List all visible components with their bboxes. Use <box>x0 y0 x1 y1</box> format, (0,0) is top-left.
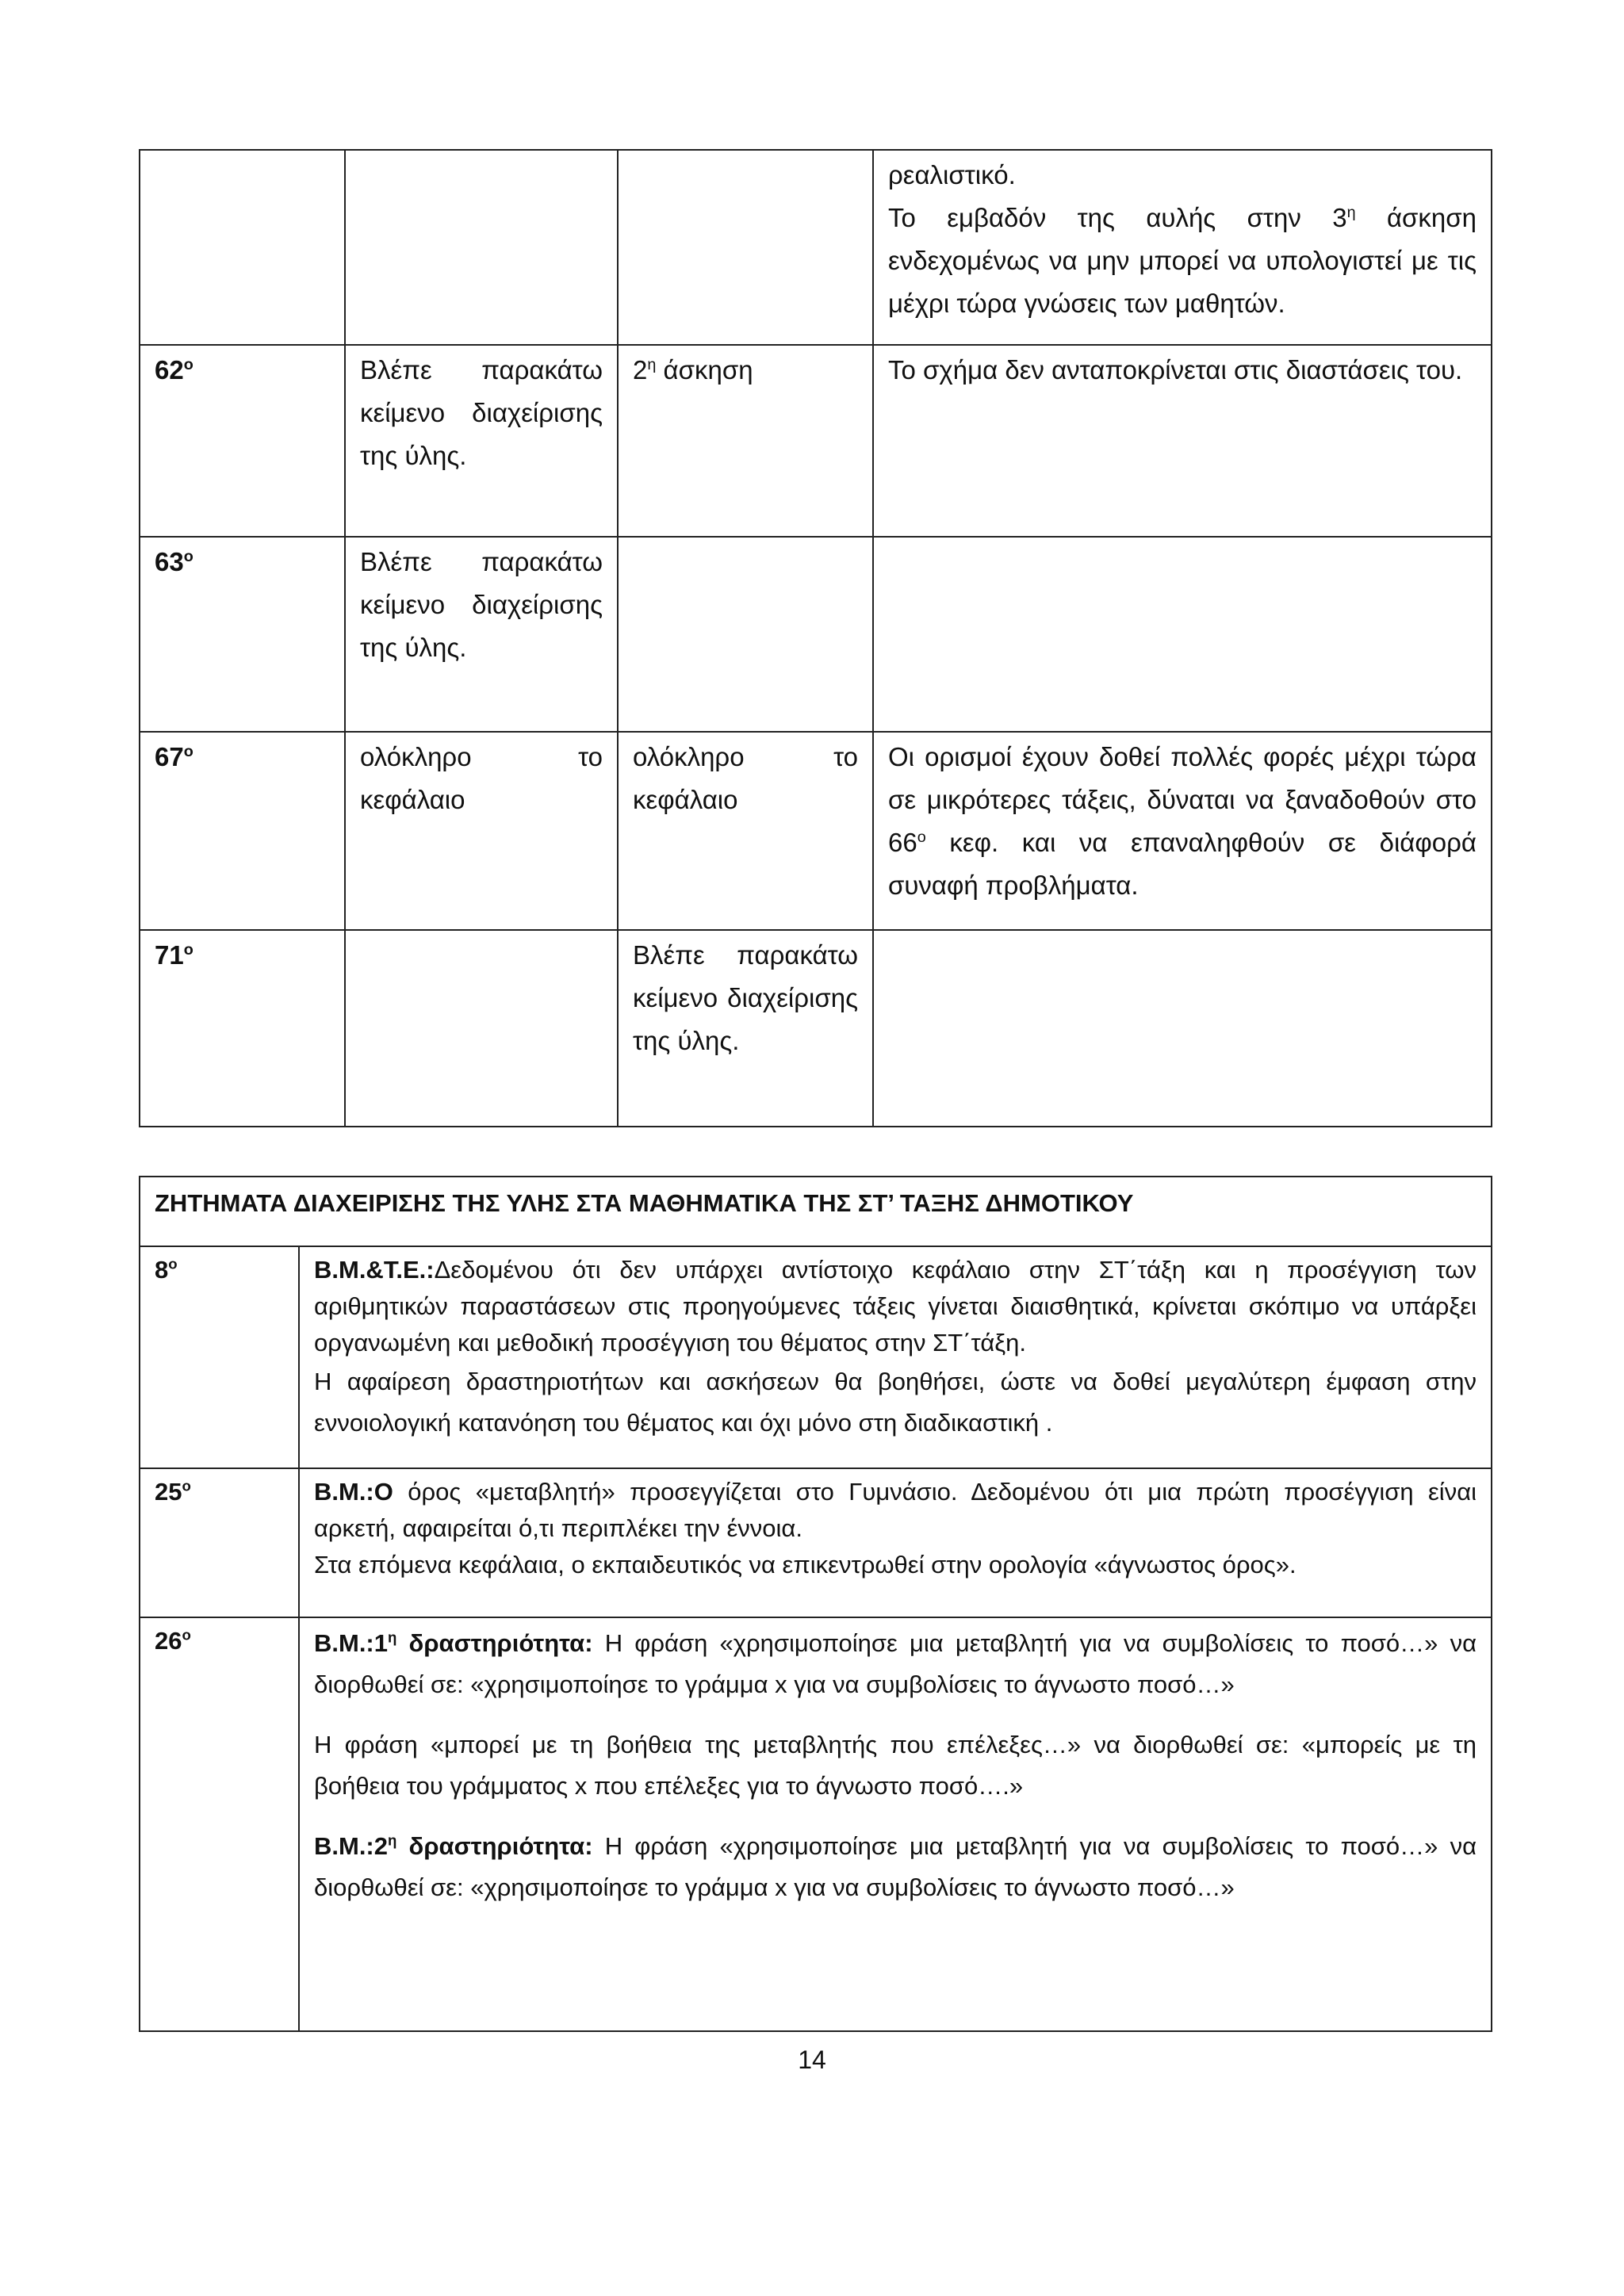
superscript: ο <box>183 548 193 565</box>
chapter-cell <box>140 345 345 537</box>
table-row <box>140 537 1492 732</box>
notes-cell <box>873 732 1492 930</box>
table-row <box>140 1617 1492 2031</box>
cell-text: Οι ορισμοί έχουν δοθεί πολλές φορές μέχρι τώρα σε μικρότερες τάξεις, δύναται να ξαναδοθούν στο 66 <box>888 742 1477 857</box>
cell-text: Η αφαίρεση δραστηριοτήτων και ασκήσεων θα βοηθήσει, ώστε να δοθεί μεγαλύτερη έμφαση στην εννοιολογική κατανόηση του θέματος και όχι μόνο στη διαδικαστική . <box>314 1368 1477 1437</box>
table-row <box>140 150 1492 345</box>
page-number: 14 <box>798 2045 826 2074</box>
cell: Βλέπε παρακάτω κείμενο διαχείρισης της ύλης. <box>618 930 873 1127</box>
cell <box>618 345 873 537</box>
superscript: ο <box>917 828 926 846</box>
notes-cell: Το σχήμα δεν ανταποκρίνεται στις διαστάσεις του. <box>873 345 1492 537</box>
chapter-cell <box>140 150 345 345</box>
lead-label <box>314 1832 593 1860</box>
cell <box>618 537 873 732</box>
table-row <box>140 1246 1492 1468</box>
cell-text: Η φράση «χρησιμοποίησε μια μεταβλητή για να συμβολίσεις το ποσό…» να διορθωθεί σε: «χρησιμοποίησε το γράμμα x για να συμβολίσεις το άγνωστο ποσό…» <box>314 1832 1477 1901</box>
syllabus-issues-table <box>139 1176 1492 2032</box>
cell <box>345 930 618 1127</box>
notes-cell <box>299 1468 1492 1617</box>
chapter-cell <box>140 1617 299 2031</box>
chapter-number: 25 <box>155 1478 182 1506</box>
lead-text: Β.Μ.:1 <box>314 1629 388 1657</box>
superscript: ο <box>168 1255 178 1272</box>
chapter-table <box>139 149 1492 1127</box>
cell-text: άσκηση ενδεχομένως να μην μπορεί να υπολογιστεί με τις μέχρι τώρα γνώσεις των μαθητών. <box>888 203 1477 318</box>
chapter-cell <box>140 732 345 930</box>
chapter-number: 63 <box>155 547 184 576</box>
notes-cell <box>299 1246 1492 1468</box>
superscript: ο <box>183 941 193 959</box>
chapter-cell <box>140 1246 299 1468</box>
superscript: η <box>388 1831 397 1849</box>
chapter-number: 71 <box>155 940 184 970</box>
cell-text: ρεαλιστικό. <box>888 160 1016 189</box>
cell: Βλέπε παρακάτω κείμενο διαχείρισης της ύλης. <box>345 537 618 732</box>
table-header-row <box>140 1177 1492 1246</box>
lead-text: Β.Μ.:2 <box>314 1832 388 1860</box>
table-row <box>140 1468 1492 1617</box>
chapter-number: 62 <box>155 355 184 385</box>
chapter-cell <box>140 537 345 732</box>
cell-text: Η φράση «χρησιμοποίησε μια μεταβλητή για να συμβολίσεις το ποσό…» να διορθωθεί σε: «χρησιμοποίησε το γράμμα x για να συμβολίσεις το άγνωστο ποσό…» <box>314 1629 1477 1698</box>
superscript: η <box>1346 204 1356 221</box>
cell: ολόκληρο το κεφάλαιο <box>345 732 618 930</box>
lead-label: Β.Μ.&Τ.Ε.: <box>314 1256 435 1284</box>
table-row <box>140 930 1492 1127</box>
table-row <box>140 732 1492 930</box>
superscript: η <box>647 356 657 373</box>
chapter-cell <box>140 1468 299 1617</box>
lead-label <box>314 1629 593 1657</box>
lead-text: δραστηριότητα: <box>396 1629 593 1657</box>
superscript: ο <box>182 1626 191 1644</box>
cell-text: 2 <box>633 355 648 385</box>
notes-cell <box>299 1617 1492 2031</box>
cell-text: όρος «μεταβλητή» προσεγγίζεται στο Γυμνάσιο. Δεδομένου ότι μια πρώτη προσέγγιση είναι αρκετή, αφαιρείται ό,τι περιπλέκει την έννοια. <box>314 1478 1477 1542</box>
superscript: ο <box>182 1477 191 1494</box>
cell-text: άσκηση <box>656 355 753 385</box>
cell-text: κεφ. και να επαναληφθούν σε διάφορά συναφή προβλήματα. <box>888 828 1477 900</box>
cell <box>345 150 618 345</box>
table-heading: ΖΗΤΗΜΑΤΑ ΔΙΑΧΕΙΡΙΣΗΣ ΤΗΣ ΥΛΗΣ ΣΤΑ ΜΑΘΗΜΑΤΙΚΑ ΤΗΣ ΣΤ’ ΤΑΞΗΣ ΔΗΜΟΤΙΚΟΥ <box>140 1177 1492 1246</box>
cell: Βλέπε παρακάτω κείμενο διαχείρισης της ύλης. <box>345 345 618 537</box>
cell-text: Η φράση «μπορεί με τη βοήθεια της μεταβλητής που επέλεξες…» να διορθωθεί σε: «μπορείς με τη βοήθεια του γράμματος x που επέλεξες για το άγνωστο ποσό….» <box>314 1731 1477 1800</box>
table-row <box>140 345 1492 537</box>
cell-text: Το εμβαδόν της αυλής στην 3 <box>888 203 1347 232</box>
notes-cell <box>873 537 1492 732</box>
superscript: η <box>388 1628 397 1646</box>
cell-text: Δεδομένου ότι δεν υπάρχει αντίστοιχο κεφάλαιο στην ΣΤ΄τάξη και η προσέγγιση των αριθμητικών παραστάσεων στις προηγούμενες τάξεις γίνεται διαισθητικά, κρίνεται σκόπιμο να υπάρξει οργανωμένη και μεθοδική προσέγγιση του θέματος στην ΣΤ΄τάξη. <box>314 1256 1477 1357</box>
chapter-number: 26 <box>155 1627 182 1655</box>
lead-label: Β.Μ.:Ο <box>314 1478 393 1506</box>
notes-cell <box>873 930 1492 1127</box>
cell-text: Στα επόμενα κεφάλαια, ο εκπαιδευτικός να επικεντρωθεί στην ορολογία «άγνωστος όρος». <box>314 1551 1297 1578</box>
chapter-number: 8 <box>155 1256 169 1284</box>
chapter-cell <box>140 930 345 1127</box>
lead-text: δραστηριότητα: <box>396 1832 593 1860</box>
superscript: ο <box>183 356 193 373</box>
notes-cell <box>873 150 1492 345</box>
superscript: ο <box>183 743 193 760</box>
cell: ολόκληρο το κεφάλαιο <box>618 732 873 930</box>
chapter-number: 67 <box>155 742 184 771</box>
cell <box>618 150 873 345</box>
